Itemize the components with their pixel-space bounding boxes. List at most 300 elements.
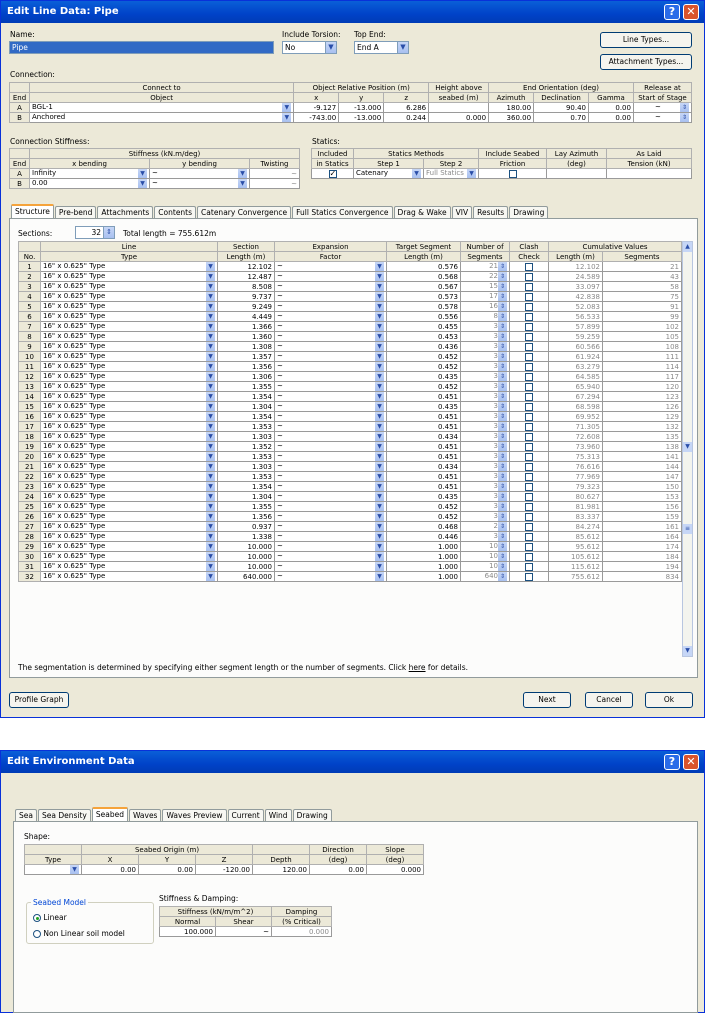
attachment-types-button[interactable]: Attachment Types... xyxy=(600,54,692,70)
line-type-select[interactable] xyxy=(41,322,218,332)
line-type-select[interactable] xyxy=(41,282,218,292)
table-row[interactable] xyxy=(19,522,682,532)
tab-waves[interactable]: Waves xyxy=(129,809,162,821)
scroll-up-icon[interactable]: ▲ xyxy=(683,242,692,252)
chevron-down-icon[interactable]: ▼ xyxy=(206,392,215,401)
target-length-cell[interactable]: 0.451 xyxy=(387,452,461,462)
spinner-icon[interactable]: ⇕ xyxy=(499,293,506,300)
table-row[interactable] xyxy=(19,332,682,342)
normal-cell[interactable]: 100.000 xyxy=(160,927,216,937)
segments-spinner[interactable] xyxy=(461,302,510,312)
spinner-icon[interactable]: ⇕ xyxy=(499,423,506,430)
statics-row[interactable] xyxy=(312,169,692,179)
x-cell[interactable]: 0.00 xyxy=(82,865,139,875)
expansion-select[interactable] xyxy=(275,392,387,402)
section-length-cell[interactable]: 1.304 xyxy=(218,402,275,412)
line-type-select[interactable] xyxy=(41,292,218,302)
table-row[interactable] xyxy=(19,432,682,442)
table-row[interactable] xyxy=(19,552,682,562)
spinner-icon[interactable]: ⇕ xyxy=(681,104,688,111)
release-cell[interactable] xyxy=(633,103,691,113)
chevron-down-icon[interactable]: ▼ xyxy=(375,352,384,361)
table-row[interactable] xyxy=(19,292,682,302)
table-row[interactable] xyxy=(19,352,682,362)
table-row[interactable] xyxy=(19,462,682,472)
clash-checkbox[interactable] xyxy=(510,522,549,532)
spinner-icon[interactable]: ⇕ xyxy=(499,443,506,450)
expansion-select[interactable] xyxy=(275,462,387,472)
chevron-down-icon[interactable]: ▼ xyxy=(206,412,215,421)
checkbox-icon[interactable] xyxy=(525,393,533,401)
line-type-select[interactable] xyxy=(41,502,218,512)
chevron-down-icon[interactable]: ▼ xyxy=(375,472,384,481)
expansion-select[interactable] xyxy=(275,562,387,572)
segments-spinner[interactable] xyxy=(461,482,510,492)
sections-spinner[interactable] xyxy=(75,226,115,239)
scroll-thumb[interactable]: ≡ xyxy=(684,525,691,532)
segments-spinner[interactable] xyxy=(461,562,510,572)
expansion-select[interactable] xyxy=(275,482,387,492)
spinner-icon[interactable]: ⇕ xyxy=(499,393,506,400)
checkbox-icon[interactable] xyxy=(525,513,533,521)
target-length-cell[interactable]: 0.434 xyxy=(387,462,461,472)
checkbox-icon[interactable] xyxy=(525,383,533,391)
spinner-icon[interactable]: ⇕ xyxy=(499,383,506,390)
chevron-down-icon[interactable]: ▼ xyxy=(397,42,408,53)
expansion-select[interactable] xyxy=(275,492,387,502)
line-type-select[interactable] xyxy=(41,522,218,532)
chevron-down-icon[interactable]: ▼ xyxy=(206,462,215,471)
chevron-down-icon[interactable]: ▼ xyxy=(375,362,384,371)
spinner-icon[interactable]: ⇕ xyxy=(499,503,506,510)
section-length-cell[interactable]: 1.354 xyxy=(218,392,275,402)
clash-checkbox[interactable] xyxy=(510,552,549,562)
table-row[interactable] xyxy=(19,542,682,552)
target-length-cell[interactable]: 0.452 xyxy=(387,502,461,512)
section-length-cell[interactable]: 12.102 xyxy=(218,262,275,272)
spinner-icon[interactable]: ⇕ xyxy=(499,373,506,380)
spinner-icon[interactable]: ⇕ xyxy=(499,263,506,270)
cancel-button[interactable]: Cancel xyxy=(585,692,633,708)
connection-row[interactable] xyxy=(10,113,692,123)
chevron-down-icon[interactable]: ▼ xyxy=(375,342,384,351)
target-length-cell[interactable]: 0.451 xyxy=(387,422,461,432)
azimuth-cell[interactable]: 180.00 xyxy=(489,103,534,113)
segments-spinner[interactable] xyxy=(461,422,510,432)
target-length-cell[interactable]: 0.453 xyxy=(387,332,461,342)
line-type-select[interactable] xyxy=(41,542,218,552)
clash-checkbox[interactable] xyxy=(510,332,549,342)
expansion-select[interactable] xyxy=(275,362,387,372)
line-type-select[interactable] xyxy=(41,492,218,502)
target-length-cell[interactable]: 0.451 xyxy=(387,482,461,492)
chevron-down-icon[interactable]: ▼ xyxy=(375,322,384,331)
expansion-select[interactable] xyxy=(275,532,387,542)
checkbox-icon[interactable] xyxy=(525,343,533,351)
expansion-select[interactable] xyxy=(275,402,387,412)
lay-azimuth-cell[interactable] xyxy=(547,169,607,179)
target-length-cell[interactable]: 0.436 xyxy=(387,342,461,352)
spinner-icon[interactable]: ⇕ xyxy=(681,114,688,121)
expansion-select[interactable] xyxy=(275,542,387,552)
target-length-cell[interactable]: 0.451 xyxy=(387,412,461,422)
x-cell[interactable]: -9.127 xyxy=(294,103,339,113)
expansion-select[interactable] xyxy=(275,342,387,352)
clash-checkbox[interactable] xyxy=(510,272,549,282)
shape-row[interactable] xyxy=(25,865,424,875)
chevron-down-icon[interactable]: ▼ xyxy=(206,332,215,341)
checkbox-icon[interactable] xyxy=(525,263,533,271)
checkbox-icon[interactable] xyxy=(525,523,533,531)
type-select[interactable] xyxy=(25,865,82,875)
target-length-cell[interactable]: 0.573 xyxy=(387,292,461,302)
segments-spinner[interactable] xyxy=(461,372,510,382)
checkbox-icon[interactable] xyxy=(525,293,533,301)
segments-spinner[interactable] xyxy=(461,362,510,372)
target-length-cell[interactable]: 0.455 xyxy=(387,322,461,332)
spinner-icon[interactable]: ⇕ xyxy=(499,403,506,410)
segments-spinner[interactable] xyxy=(461,462,510,472)
expansion-select[interactable] xyxy=(275,552,387,562)
segments-spinner[interactable] xyxy=(461,382,510,392)
section-length-cell[interactable]: 1.356 xyxy=(218,512,275,522)
clash-checkbox[interactable] xyxy=(510,572,549,582)
chevron-down-icon[interactable]: ▼ xyxy=(375,522,384,531)
z-cell[interactable]: -120.00 xyxy=(196,865,253,875)
expansion-select[interactable] xyxy=(275,352,387,362)
tab-viv[interactable]: VIV xyxy=(452,206,472,218)
ybend-select[interactable] xyxy=(150,169,250,179)
chevron-down-icon[interactable]: ▼ xyxy=(206,452,215,461)
slope-cell[interactable]: 0.000 xyxy=(367,865,424,875)
checkbox-icon[interactable] xyxy=(525,553,533,561)
section-length-cell[interactable]: 1.353 xyxy=(218,452,275,462)
chevron-down-icon[interactable]: ▼ xyxy=(325,42,336,53)
tab-contents[interactable]: Contents xyxy=(154,206,196,218)
line-type-select[interactable] xyxy=(41,562,218,572)
clash-checkbox[interactable] xyxy=(510,292,549,302)
chevron-down-icon[interactable]: ▼ xyxy=(206,552,215,561)
section-length-cell[interactable]: 0.937 xyxy=(218,522,275,532)
target-length-cell[interactable]: 1.000 xyxy=(387,572,461,582)
target-length-cell[interactable]: 0.452 xyxy=(387,382,461,392)
clash-checkbox[interactable] xyxy=(510,412,549,422)
segments-spinner[interactable] xyxy=(461,512,510,522)
checkbox-icon[interactable] xyxy=(525,373,533,381)
friction-checkbox[interactable] xyxy=(479,169,547,179)
tab-structure[interactable]: Structure xyxy=(11,204,54,218)
chevron-down-icon[interactable]: ▼ xyxy=(206,562,215,571)
checkbox-icon[interactable] xyxy=(525,283,533,291)
object-select[interactable] xyxy=(29,103,293,113)
checkbox-icon[interactable] xyxy=(509,170,517,178)
chevron-down-icon[interactable]: ▼ xyxy=(238,169,247,178)
line-type-select[interactable] xyxy=(41,412,218,422)
target-length-cell[interactable]: 0.568 xyxy=(387,272,461,282)
nonlinear-radio[interactable] xyxy=(33,929,125,938)
checkbox-icon[interactable] xyxy=(525,273,533,281)
z-cell[interactable]: 0.244 xyxy=(384,113,429,123)
chevron-down-icon[interactable]: ▼ xyxy=(375,492,384,501)
segments-spinner[interactable] xyxy=(461,322,510,332)
clash-checkbox[interactable] xyxy=(510,262,549,272)
clash-checkbox[interactable] xyxy=(510,392,549,402)
section-length-cell[interactable]: 8.508 xyxy=(218,282,275,292)
line-type-select[interactable] xyxy=(41,472,218,482)
chevron-down-icon[interactable]: ▼ xyxy=(206,542,215,551)
spinner-icon[interactable]: ⇕ xyxy=(499,573,506,580)
target-length-cell[interactable]: 0.435 xyxy=(387,492,461,502)
chevron-down-icon[interactable]: ▼ xyxy=(375,432,384,441)
clash-checkbox[interactable] xyxy=(510,422,549,432)
target-length-cell[interactable]: 0.435 xyxy=(387,402,461,412)
spinner-icon[interactable]: ⇕ xyxy=(499,463,506,470)
expansion-select[interactable] xyxy=(275,272,387,282)
line-type-select[interactable] xyxy=(41,342,218,352)
expansion-select[interactable] xyxy=(275,522,387,532)
z-cell[interactable]: 6.286 xyxy=(384,103,429,113)
clash-checkbox[interactable] xyxy=(510,382,549,392)
expansion-select[interactable] xyxy=(275,502,387,512)
tab-sea[interactable]: Sea xyxy=(15,809,37,821)
xbend-select[interactable] xyxy=(30,169,150,179)
clash-checkbox[interactable] xyxy=(510,302,549,312)
target-length-cell[interactable]: 0.435 xyxy=(387,372,461,382)
target-length-cell[interactable]: 0.468 xyxy=(387,522,461,532)
target-length-cell[interactable]: 0.452 xyxy=(387,352,461,362)
section-length-cell[interactable]: 1.354 xyxy=(218,482,275,492)
chevron-down-icon[interactable]: ▼ xyxy=(206,402,215,411)
tab-dragwake[interactable]: Drag & Wake xyxy=(394,206,451,218)
table-row[interactable] xyxy=(19,482,682,492)
chevron-down-icon[interactable]: ▼ xyxy=(206,282,215,291)
stiffness-row[interactable] xyxy=(10,169,300,179)
section-length-cell[interactable]: 1.355 xyxy=(218,382,275,392)
table-row[interactable] xyxy=(19,422,682,432)
section-length-cell[interactable]: 640.000 xyxy=(218,572,275,582)
chevron-down-icon[interactable]: ▼ xyxy=(70,865,79,874)
segments-spinner[interactable] xyxy=(461,392,510,402)
spinner-icon[interactable]: ⇕ xyxy=(499,273,506,280)
target-length-cell[interactable]: 0.451 xyxy=(387,442,461,452)
chevron-down-icon[interactable]: ▼ xyxy=(206,442,215,451)
table-row[interactable] xyxy=(19,532,682,542)
target-length-cell[interactable]: 0.446 xyxy=(387,532,461,542)
gamma-cell[interactable]: 0.00 xyxy=(589,103,634,113)
spinner-icon[interactable]: ⇕ xyxy=(499,343,506,350)
table-row[interactable] xyxy=(19,382,682,392)
chevron-down-icon[interactable]: ▼ xyxy=(206,272,215,281)
chevron-down-icon[interactable]: ▼ xyxy=(375,382,384,391)
section-length-cell[interactable]: 1.303 xyxy=(218,432,275,442)
connection-row[interactable] xyxy=(10,103,692,113)
clash-checkbox[interactable] xyxy=(510,502,549,512)
target-length-cell[interactable]: 0.578 xyxy=(387,302,461,312)
clash-checkbox[interactable] xyxy=(510,562,549,572)
expansion-select[interactable] xyxy=(275,472,387,482)
height-cell[interactable]: 0.000 xyxy=(429,113,489,123)
segments-spinner[interactable] xyxy=(461,432,510,442)
line-type-select[interactable] xyxy=(41,552,218,562)
line-type-select[interactable] xyxy=(41,432,218,442)
chevron-down-icon[interactable]: ▼ xyxy=(206,352,215,361)
section-length-cell[interactable]: 4.449 xyxy=(218,312,275,322)
table-row[interactable] xyxy=(19,302,682,312)
clash-checkbox[interactable] xyxy=(510,482,549,492)
spinner-icon[interactable]: ⇕ xyxy=(499,553,506,560)
spinner-icon[interactable]: ⇕ xyxy=(499,313,506,320)
chevron-down-icon[interactable]: ▼ xyxy=(206,472,215,481)
name-input[interactable]: Pipe xyxy=(9,41,274,54)
chevron-down-icon[interactable]: ▼ xyxy=(683,442,692,452)
section-length-cell[interactable]: 1.366 xyxy=(218,322,275,332)
segments-spinner[interactable] xyxy=(461,542,510,552)
checkbox-icon[interactable] xyxy=(525,433,533,441)
line-type-select[interactable] xyxy=(41,442,218,452)
chevron-down-icon[interactable]: ▼ xyxy=(138,179,147,188)
line-type-select[interactable] xyxy=(41,422,218,432)
spinner-icon[interactable]: ⇕ xyxy=(499,563,506,570)
table-row[interactable] xyxy=(19,262,682,272)
checkbox-icon[interactable] xyxy=(525,443,533,451)
step2-select[interactable] xyxy=(424,169,479,179)
segments-spinner[interactable] xyxy=(461,272,510,282)
line-types-button[interactable]: Line Types... xyxy=(600,32,692,48)
table-row[interactable] xyxy=(19,412,682,422)
section-length-cell[interactable]: 1.308 xyxy=(218,342,275,352)
line-type-select[interactable] xyxy=(41,372,218,382)
height-cell[interactable] xyxy=(429,103,489,113)
chevron-down-icon[interactable]: ▼ xyxy=(375,562,384,571)
chevron-down-icon[interactable]: ▼ xyxy=(238,179,247,188)
clash-checkbox[interactable] xyxy=(510,532,549,542)
spinner-icon[interactable]: ⇕ xyxy=(499,433,506,440)
shear-cell[interactable]: ~ xyxy=(216,927,272,937)
table-row[interactable] xyxy=(19,392,682,402)
scroll-down-icon[interactable]: ▼ xyxy=(683,646,692,656)
table-row[interactable] xyxy=(19,442,682,452)
checkbox-icon[interactable] xyxy=(525,473,533,481)
depth-cell[interactable]: 120.00 xyxy=(253,865,310,875)
section-length-cell[interactable]: 1.354 xyxy=(218,412,275,422)
chevron-down-icon[interactable]: ▼ xyxy=(375,542,384,551)
spinner-icon[interactable]: ⇕ xyxy=(499,353,506,360)
line-type-select[interactable] xyxy=(41,272,218,282)
segments-spinner[interactable] xyxy=(461,312,510,322)
section-length-cell[interactable]: 1.352 xyxy=(218,442,275,452)
clash-checkbox[interactable] xyxy=(510,452,549,462)
section-length-cell[interactable]: 1.357 xyxy=(218,352,275,362)
check-icon[interactable]: ✓ xyxy=(329,168,337,178)
twist-cell[interactable] xyxy=(250,179,300,189)
spinner-icon[interactable]: ⇕ xyxy=(499,483,506,490)
checkbox-icon[interactable] xyxy=(525,363,533,371)
checkbox-icon[interactable] xyxy=(525,453,533,461)
expansion-select[interactable] xyxy=(275,332,387,342)
table-row[interactable] xyxy=(19,322,682,332)
declination-cell[interactable]: 0.70 xyxy=(534,113,589,123)
expansion-select[interactable] xyxy=(275,422,387,432)
segments-spinner[interactable] xyxy=(461,452,510,462)
segments-spinner[interactable] xyxy=(461,332,510,342)
y-cell[interactable]: 0.00 xyxy=(139,865,196,875)
table-row[interactable] xyxy=(19,402,682,412)
section-length-cell[interactable]: 1.303 xyxy=(218,462,275,472)
gamma-cell[interactable]: 0.00 xyxy=(589,113,634,123)
expansion-select[interactable] xyxy=(275,282,387,292)
chevron-down-icon[interactable]: ▼ xyxy=(375,392,384,401)
segments-spinner[interactable] xyxy=(461,442,510,452)
table-row[interactable] xyxy=(19,492,682,502)
segments-spinner[interactable] xyxy=(461,552,510,562)
expansion-select[interactable] xyxy=(275,262,387,272)
clash-checkbox[interactable] xyxy=(510,462,549,472)
target-length-cell[interactable]: 0.434 xyxy=(387,432,461,442)
table-row[interactable] xyxy=(19,282,682,292)
twist-cell[interactable] xyxy=(250,169,300,179)
torsion-select[interactable] xyxy=(282,41,337,54)
chevron-down-icon[interactable]: ▼ xyxy=(375,462,384,471)
clash-checkbox[interactable] xyxy=(510,322,549,332)
y-cell[interactable]: -13.000 xyxy=(339,103,384,113)
chevron-down-icon[interactable]: ▼ xyxy=(412,169,421,178)
clash-checkbox[interactable] xyxy=(510,372,549,382)
chevron-down-icon[interactable]: ▼ xyxy=(206,432,215,441)
clash-checkbox[interactable] xyxy=(510,282,549,292)
checkbox-icon[interactable] xyxy=(525,543,533,551)
line-type-select[interactable] xyxy=(41,362,218,372)
declination-cell[interactable]: 90.40 xyxy=(534,103,589,113)
ybend-select[interactable] xyxy=(150,179,250,189)
chevron-down-icon[interactable]: ▼ xyxy=(467,169,476,178)
tab-sea-density[interactable]: Sea Density xyxy=(38,809,91,821)
chevron-down-icon[interactable]: ▼ xyxy=(282,113,291,122)
chevron-down-icon[interactable]: ▼ xyxy=(206,342,215,351)
table-row[interactable] xyxy=(19,572,682,582)
expansion-select[interactable] xyxy=(275,372,387,382)
checkbox-icon[interactable] xyxy=(525,563,533,571)
clash-checkbox[interactable] xyxy=(510,442,549,452)
tab-fullstatics[interactable]: Full Statics Convergence xyxy=(292,206,392,218)
tab-drawing[interactable]: Drawing xyxy=(509,206,548,218)
section-length-cell[interactable]: 1.355 xyxy=(218,502,275,512)
chevron-down-icon[interactable]: ▼ xyxy=(206,292,215,301)
spinner-icon[interactable]: ⇕ xyxy=(499,333,506,340)
line-type-select[interactable] xyxy=(41,452,218,462)
clash-checkbox[interactable] xyxy=(510,342,549,352)
checkbox-icon[interactable] xyxy=(525,413,533,421)
table-row[interactable] xyxy=(19,362,682,372)
chevron-down-icon[interactable]: ▼ xyxy=(375,482,384,491)
tab-catenary[interactable]: Catenary Convergence xyxy=(197,206,291,218)
chevron-down-icon[interactable]: ▼ xyxy=(375,282,384,291)
line-type-select[interactable] xyxy=(41,332,218,342)
expansion-select[interactable] xyxy=(275,452,387,462)
tab-results[interactable]: Results xyxy=(473,206,508,218)
expansion-select[interactable] xyxy=(275,442,387,452)
chevron-down-icon[interactable]: ▼ xyxy=(206,512,215,521)
line-type-select[interactable] xyxy=(41,352,218,362)
section-length-cell[interactable]: 1.360 xyxy=(218,332,275,342)
segments-spinner[interactable] xyxy=(461,352,510,362)
target-length-cell[interactable]: 0.451 xyxy=(387,472,461,482)
clash-checkbox[interactable] xyxy=(510,402,549,412)
section-length-cell[interactable]: 1.356 xyxy=(218,362,275,372)
spinner-icon[interactable]: ⇕ xyxy=(499,533,506,540)
expansion-select[interactable] xyxy=(275,432,387,442)
spinner-icon[interactable]: ⇕ xyxy=(499,513,506,520)
step1-select[interactable] xyxy=(354,169,424,179)
